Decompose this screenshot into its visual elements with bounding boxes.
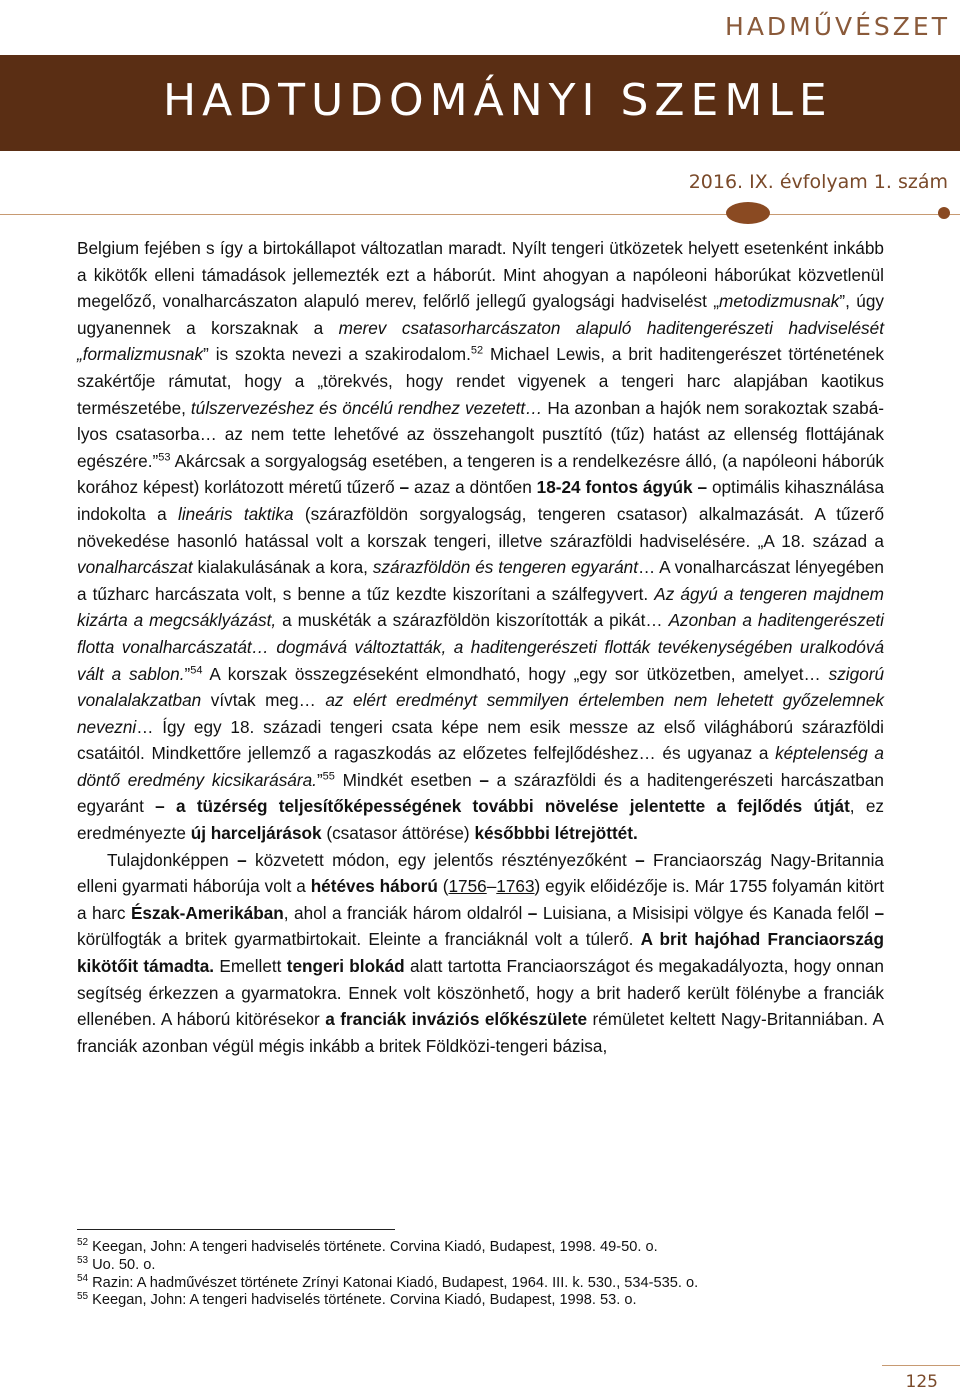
text-run: , ez eredményezte (77, 796, 884, 844)
text-run: – (635, 849, 645, 870)
text-run: kialakulásának a kora, (192, 557, 373, 578)
text-run: – (399, 477, 410, 498)
text-run: túlszervezéshez és öncélú rendhez vezetett… (190, 397, 543, 418)
text-run: Michael Lewis, a brit haditengerészet történetének szakértője rámutat, hogy a „törekvés, hogy rendet vigyenek a tengeri harc alapjában kaotikus természetébe, (77, 344, 884, 418)
text-run: a franciák inváziós előkészülete (325, 1009, 588, 1030)
text-run: ” is szokta nevezi a szakirodalom. (203, 344, 471, 365)
text-run: a szárazföldi és a haditengerészeti harcászatban egyaránt (77, 769, 884, 817)
text-run: (csatasor áttörése) (321, 823, 475, 844)
text-run: hétéves háború (310, 876, 438, 897)
paragraph (77, 235, 884, 847)
footnote-number: 53 (77, 1254, 89, 1266)
text-run: az elért eredményt semmilyen értelemben nem lehetett győzelemnek nevezni (77, 690, 884, 737)
text-run: Akárcsak a sorgyalogság esetében, a tengeren is a rendelkezésre álló, (a napóleoni háborúk korához képest) korlátozott méretű tűzerő (77, 450, 884, 498)
text-run: optimális kihasználása indokolta a (77, 477, 885, 524)
journal-title: HADTUDOMÁNYI SZEMLE (163, 75, 833, 126)
text-run: – (697, 477, 708, 498)
text-run: – (527, 902, 538, 923)
text-run: Mindkét esetben (334, 769, 480, 790)
text-run: a muskéták a szárazföldön kiszorították a pikát… (276, 610, 669, 631)
text-run: Azonban a haditengerészeti flotta vonalharcászatát… dogmává változtatták, a haditengerészeti flották tevékenységében uralkodóvá vált a sablon. (77, 610, 884, 684)
footnote (77, 1272, 897, 1293)
text-run: – a tüzérség teljesítőképességének további növelése jelentette a fejlődés útját (155, 796, 850, 817)
footnote-number: 52 (77, 1237, 89, 1249)
text-run: Az ágyú a tengeren majdnem kizárta a megcsáklyázást, (77, 583, 884, 631)
text-run: ”, úgy ugyanennek a korszaknak a (77, 291, 884, 338)
text-run: – (486, 876, 497, 897)
text-run: – (479, 769, 489, 790)
footnote-ref: 54 (190, 663, 203, 676)
text-run: képtelenség a döntő eredmény kicsikarására. (77, 743, 884, 790)
text-run: (szárazföldön sorgyalogság, tengeren csatasor) alkalmazását. A tűzerő növekedése hasonló hatással volt a korszak tengeri, illetve szárazföldi hadviselésére. „A 18. század a (77, 503, 885, 551)
footnote (77, 1254, 897, 1275)
footnote-ref: 52 (470, 344, 484, 357)
text-run: metodizmusnak (719, 291, 840, 312)
text-run: szárazföldön és tengeren egyaránt (372, 557, 638, 578)
text-run: alatt tartotta Franciaországot és megakadályozta, hogy onnan segítség érkezzen a gyarmatokra. Ennek volt köszönhető, hogy a brit haderő került fölénybe a franciák ellenében. A háború kitörésekor (77, 956, 884, 1030)
text-run: Franciaország Nagy-Britannia elleni gyarmati háborúja volt a (77, 849, 884, 897)
text-run: merev csatasorharcászaton alapuló haditengerészeti hadviselését „formalizmusnak (77, 317, 884, 365)
text-run: vívtak meg… (201, 690, 326, 711)
text-run: körülfogták a britek gyarmatbirtokait. Eleinte a franciáknál volt a túlerő. (77, 929, 641, 950)
text-run: ” (184, 663, 191, 684)
text-run: Luisiana, a Misisipi völgye és Kanada felől (537, 902, 875, 923)
page-number: 125 (905, 1372, 938, 1392)
text-run: 1763 (496, 876, 535, 897)
text-run: ” (316, 769, 323, 790)
footnote-number: 54 (77, 1272, 89, 1284)
text-run: Tulajdonképpen (107, 849, 238, 870)
text-run: – (874, 902, 884, 923)
footnote-ref: 55 (322, 770, 335, 783)
text-run: vonalharcászat (77, 557, 193, 578)
footnote-number: 55 (77, 1290, 89, 1302)
footnote-text: Keegan, John: A tengeri hadviselés története. Corvina Kiadó, Budapest, 1998. 49-50. o. (92, 1239, 658, 1255)
text-run: rémületet keltett Nagy-Britanniában. A franciák azonban végül mégis inkább a britek Földközi-tengeri bázisa, (77, 1009, 884, 1056)
header-divider (0, 214, 960, 215)
divider-oval-ornament (726, 202, 770, 224)
text-run: közvetett módon, egy jelentős résztényezőként (246, 849, 636, 870)
text-run: … Így egy 18. századi tengeri csata képe nem esik messze az első világháború szárazföldi csatáitól. Mindkettőre jellemző a ragaszkodás az előzetes felfejlődéshez… és ugyanaz a (77, 716, 884, 764)
text-run: Belgium fejében s így a birtokállapot változatlan maradt. Nyílt tengeri ütközetek helyett esetenként inkább a kikötők elleni támadások jellemezték ezt a háborút. Mint ahogyan a napóleoni háborúkat közvetlenül megelőző, vonalharcászaton alapuló merev, felőrlő jellegű gyalogsági hadviselést „ (77, 238, 884, 312)
text-run: A korszak összegzéseként elmondható, hogy „egy sor ütközetben, amelyet… (202, 663, 829, 684)
text-run: 18-24 fontos ágyúk (536, 477, 693, 498)
text-run: ( (437, 876, 449, 897)
footnote-ref: 53 (158, 451, 171, 464)
text-run: Emellett (214, 956, 287, 977)
text-run: későbbbi létrejöttét. (474, 823, 638, 844)
text-run: … A vonalharcászat lényegében a tűzharc harcászata volt, s benne a tűz kezdte kiszorítani a szálfegyvert. (77, 557, 884, 604)
footnote-text: Uo. 50. o. (92, 1256, 156, 1273)
section-label: HADMŰVÉSZET (725, 12, 950, 41)
article-body (77, 235, 884, 1059)
footnote (77, 1239, 897, 1257)
text-run: – (237, 849, 247, 870)
text-run: , ahol a franciák három oldalról (283, 902, 528, 923)
text-run: tengeri blokád (286, 956, 405, 977)
text-run: Ha azonban a hajók nem sorakoztak szabályos csatasorba… az nem tette lehetővé az összehangolt pusztító (tűz) hatást az ellenség flottájának egészére.” (77, 397, 885, 471)
text-run: azaz a döntően (409, 477, 537, 498)
text-run: lineáris taktika (178, 503, 294, 524)
text-run: szigorú vonalalakzatban (77, 663, 884, 711)
page-number-rule (882, 1365, 960, 1366)
text-run: 1756 (448, 876, 487, 897)
footnote-text: Razin: A hadművészet története Zrínyi Katonai Kiadó, Budapest, 1964. III. k. 530., 534-535. o. (92, 1274, 699, 1291)
issue-info: 2016. IX. évfolyam 1. szám (688, 171, 948, 193)
footnote-text: Keegan, John: A tengeri hadviselés története. Corvina Kiadó, Budapest, 1998. 53. o. (92, 1292, 637, 1309)
footnote (77, 1292, 897, 1310)
text-run: Észak-Amerikában (130, 902, 284, 923)
paragraph (77, 847, 884, 1060)
text-run: ) egyik előidézője is. Már 1755 folyamán kitört a harc (77, 876, 885, 923)
journal-banner (0, 55, 960, 151)
footnotes (77, 1239, 897, 1310)
text-run: új harceljárások (190, 823, 322, 844)
divider-dot-ornament (938, 207, 950, 219)
footnote-separator (77, 1229, 395, 1230)
text-run: A brit hajóhad Franciaország kikötőit támadta. (77, 929, 884, 977)
